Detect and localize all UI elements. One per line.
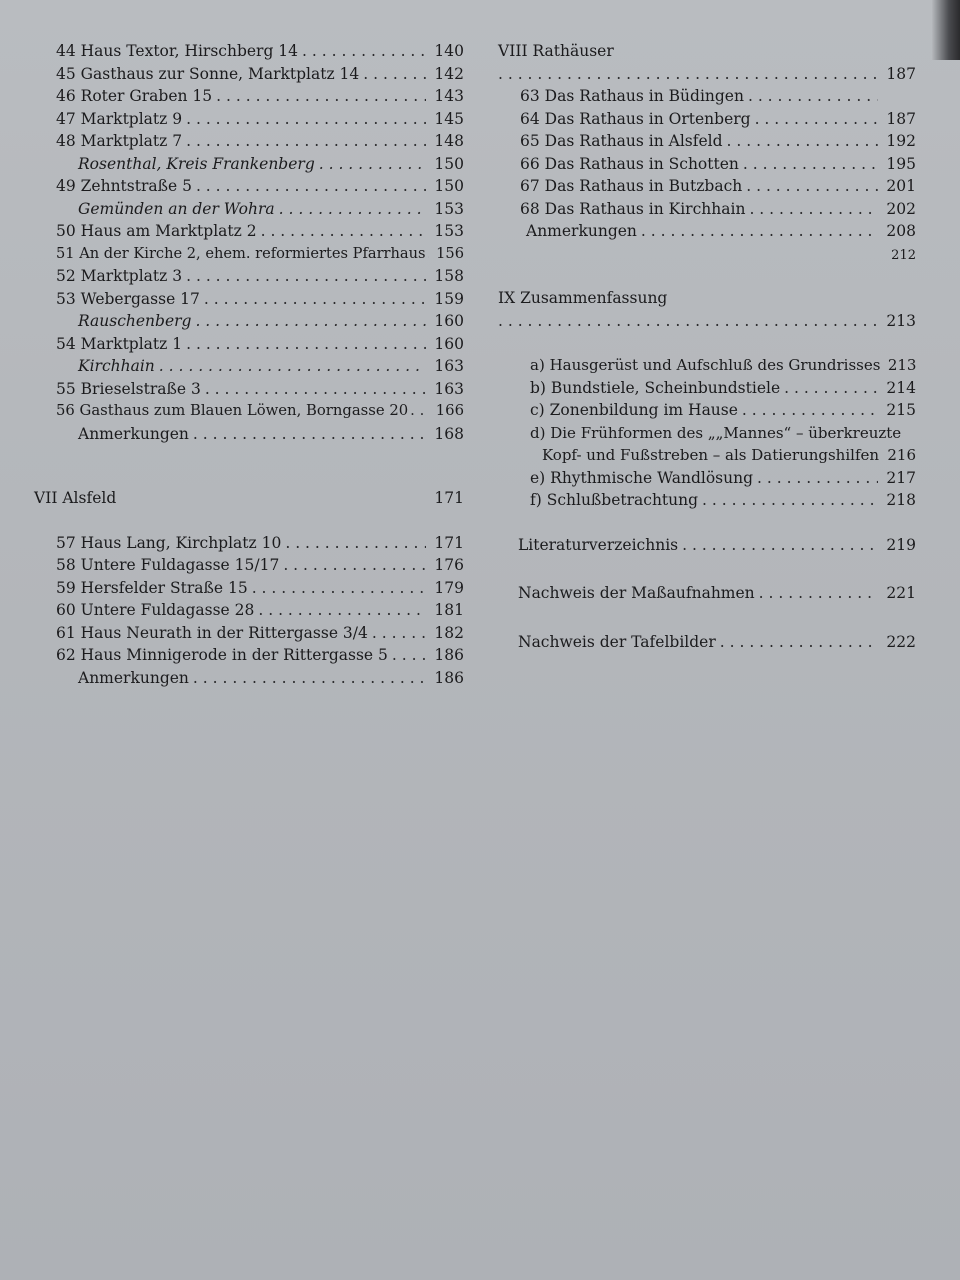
dot-leader <box>186 130 426 153</box>
dot-leader <box>319 153 426 176</box>
toc-page: 160 <box>434 334 464 353</box>
toc-label: 65 Das Rathaus in Alsfeld <box>520 132 723 150</box>
dot-leader <box>746 175 878 198</box>
toc-page: 182 <box>434 623 464 642</box>
toc-page: 186 <box>434 646 464 664</box>
dot-leader <box>702 489 878 512</box>
dot-leader <box>727 130 878 153</box>
toc-chapter-heading <box>498 287 916 310</box>
toc-page: 186 <box>434 668 464 687</box>
toc-label: 56 Gasthaus zum Blauen Löwen, Borngasse 20 <box>56 402 409 419</box>
toc-label: Gemünden an der Wohra <box>78 199 275 218</box>
dot-leader <box>748 85 878 108</box>
toc-entry <box>498 377 916 400</box>
dot-leader <box>363 63 426 86</box>
dot-leader <box>186 108 426 131</box>
toc-label: 47 Marktplatz 9 <box>56 109 183 128</box>
toc-entry <box>56 130 464 153</box>
toc-page: 145 <box>434 109 464 128</box>
toc-entry <box>56 333 464 356</box>
dot-leader <box>193 667 426 690</box>
toc-label: 68 Das Rathaus in Kirchhain <box>520 199 746 218</box>
toc-page: 212 <box>891 247 916 263</box>
toc-location <box>56 198 464 221</box>
toc-section-measurements <box>498 582 916 605</box>
toc-page: 219 <box>886 535 916 554</box>
dot-leader <box>193 423 426 446</box>
toc-page: 142 <box>434 64 464 83</box>
toc-label: 45 Gasthaus zur Sonne, Marktplatz 14 <box>56 64 360 83</box>
toc-page: 153 <box>434 222 464 240</box>
dot-leader <box>784 377 878 400</box>
toc-entry <box>56 554 464 577</box>
toc-page: 201 <box>886 177 916 195</box>
toc-right-column <box>498 40 916 653</box>
toc-label: 66 Das Rathaus in Schotten <box>520 154 739 173</box>
toc-page: 208 <box>886 222 916 240</box>
toc-page: 171 <box>434 533 464 552</box>
toc-page: 179 <box>434 578 464 597</box>
dot-leader <box>186 333 426 356</box>
dot-leader <box>682 534 878 557</box>
toc-label: 44 Haus Textor, Hirschberg 14 <box>56 42 299 60</box>
toc-label: Rosenthal, Kreis Frankenberg <box>78 154 315 173</box>
toc-page: 163 <box>434 357 464 375</box>
toc-label: 67 Das Rathaus in Butzbach <box>520 177 743 195</box>
dot-leader <box>196 175 426 198</box>
dot-leader <box>757 467 878 490</box>
dot-leader <box>279 198 426 221</box>
toc-entry <box>56 85 464 108</box>
dot-leader <box>204 288 426 311</box>
toc-extra-page-row <box>498 243 916 266</box>
toc-label: 64 Das Rathaus in Ortenberg <box>520 109 751 128</box>
toc-page: 156 <box>436 244 464 262</box>
toc-page: 213 <box>887 356 917 374</box>
toc-label: 52 Marktplatz 3 <box>56 267 183 285</box>
toc-label: 55 Brieselstraße 3 <box>56 379 201 398</box>
toc-label: f) Schlußbetrachtung <box>530 491 699 509</box>
toc-page: 215 <box>886 401 916 419</box>
toc-label: d) Die Frühformen des „„Mannes“ – überkreuzte <box>530 423 902 442</box>
toc-page: 150 <box>434 177 464 195</box>
toc-label: e) Rhythmische Wandlösung <box>530 468 754 487</box>
toc-page: 148 <box>434 132 464 150</box>
dot-leader <box>258 599 426 622</box>
toc-entry <box>498 399 916 422</box>
toc-entry <box>56 400 464 423</box>
toc-label: 62 Haus Minnigerode in der Rittergasse 5 <box>56 646 388 664</box>
dot-leader <box>159 355 426 378</box>
toc-label: 46 Roter Graben 15 <box>56 87 213 105</box>
toc-location <box>56 153 464 176</box>
dot-leader <box>410 400 428 423</box>
toc-page: 202 <box>886 199 916 218</box>
toc-location <box>56 355 464 378</box>
toc-label: 58 Untere Fuldagasse 15/17 <box>56 556 280 574</box>
toc-label: a) Hausgerüst und Aufschluß des Grundrisses <box>530 356 881 374</box>
chapter-label: VII Alsfeld <box>34 489 117 507</box>
toc-entry <box>56 40 464 63</box>
toc-label: Kopf- und Fußstreben – als Datierungshilfen <box>542 446 880 464</box>
toc-entry <box>56 288 464 311</box>
chapter-page-row <box>498 310 916 333</box>
toc-page: 159 <box>434 289 464 308</box>
dot-leader <box>216 85 426 108</box>
dot-leader <box>392 644 426 667</box>
toc-entry <box>56 243 464 266</box>
toc-entry <box>498 198 916 221</box>
dot-leader <box>252 577 426 600</box>
dot-leader <box>372 622 426 645</box>
chapter-page: 187 <box>886 64 916 83</box>
toc-page: 150 <box>434 154 464 173</box>
dot-leader <box>749 198 878 221</box>
dot-leader <box>498 310 878 333</box>
dot-leader <box>283 554 426 577</box>
dot-leader <box>195 310 426 333</box>
dot-leader <box>205 378 426 401</box>
toc-chapter-heading <box>498 40 916 63</box>
toc-section-plates <box>498 631 916 654</box>
toc-page: 216 <box>887 446 916 464</box>
chapter-label: VIII Rathäuser <box>498 42 614 60</box>
dot-leader <box>285 532 426 555</box>
toc-entry <box>56 378 464 401</box>
toc-label: 61 Haus Neurath in der Rittergasse 3/4 <box>56 623 368 642</box>
toc-entry <box>56 532 464 555</box>
toc-page: 192 <box>886 132 916 150</box>
toc-label: Anmerkungen <box>526 222 637 240</box>
toc-entry <box>498 130 916 153</box>
dot-leader <box>498 63 878 86</box>
toc-page: 217 <box>886 468 916 487</box>
toc-entry-continuation <box>498 444 916 467</box>
toc-label: 59 Hersfelder Straße 15 <box>56 578 248 597</box>
toc-entry <box>56 622 464 645</box>
toc-label: c) Zonenbildung im Hause <box>530 401 738 419</box>
toc-entry <box>498 422 916 445</box>
toc-label: 48 Marktplatz 7 <box>56 132 183 150</box>
toc-entry <box>498 467 916 490</box>
toc-notes <box>56 423 464 446</box>
toc-page: 168 <box>434 424 464 443</box>
toc-entry <box>498 489 916 512</box>
toc-entry <box>498 175 916 198</box>
dot-leader <box>720 631 878 654</box>
toc-label: 53 Webergasse 17 <box>56 289 200 308</box>
toc-entry <box>56 265 464 288</box>
chapter-page: 213 <box>886 311 916 330</box>
toc-entry <box>498 153 916 176</box>
toc-page: 143 <box>434 87 464 105</box>
chapter-label: IX Zusammenfassung <box>498 289 668 307</box>
toc-label: 51 An der Kirche 2, ehem. reformiertes Pfarrhaus <box>56 244 426 262</box>
toc-entry <box>56 175 464 198</box>
toc-label: Nachweis der Tafelbilder <box>518 632 716 651</box>
toc-entry <box>56 599 464 622</box>
dot-leader <box>743 153 878 176</box>
dot-leader <box>759 582 878 605</box>
toc-page: 176 <box>434 556 464 574</box>
toc-page: 160 <box>434 312 464 330</box>
toc-entry <box>56 577 464 600</box>
toc-label: 57 Haus Lang, Kirchplatz 10 <box>56 533 282 552</box>
toc-entry <box>56 220 464 243</box>
toc-chapter-heading <box>34 487 464 510</box>
toc-label: Anmerkungen <box>78 424 189 443</box>
toc-left-column <box>34 40 464 689</box>
toc-label: 60 Untere Fuldagasse 28 <box>56 601 255 619</box>
toc-entry <box>56 63 464 86</box>
dot-leader <box>755 108 878 131</box>
toc-page: 158 <box>434 267 464 285</box>
toc-label: Literaturverzeichnis <box>518 535 679 554</box>
dot-leader <box>742 399 878 422</box>
toc-label: 54 Marktplatz 1 <box>56 334 183 353</box>
toc-entry <box>498 354 916 377</box>
dot-leader <box>641 220 878 243</box>
toc-label: Anmerkungen <box>78 668 189 687</box>
toc-section-literature <box>498 534 916 557</box>
toc-label: Rauschenberg <box>78 312 192 330</box>
chapter-page: 171 <box>434 489 464 507</box>
dot-leader <box>186 265 426 288</box>
toc-notes <box>498 220 916 243</box>
toc-page: 195 <box>886 154 916 173</box>
dot-leader <box>261 220 426 243</box>
toc-label: Kirchhain <box>78 357 155 375</box>
toc-label: Nachweis der Maßaufnahmen <box>518 584 755 602</box>
toc-entry <box>498 85 916 108</box>
toc-location <box>56 310 464 333</box>
toc-entry <box>56 644 464 667</box>
dot-leader <box>302 40 426 63</box>
toc-page: 153 <box>434 199 464 218</box>
page-edge-shadow <box>932 0 960 60</box>
toc-notes <box>56 667 464 690</box>
chapter-page-row <box>498 63 916 86</box>
toc-page: 221 <box>886 584 916 602</box>
toc-page: 140 <box>434 42 464 60</box>
toc-page: 166 <box>435 402 464 419</box>
toc-page: 181 <box>434 601 464 619</box>
toc-label: 50 Haus am Marktplatz 2 <box>56 222 257 240</box>
toc-label: 49 Zehntstraße 5 <box>56 177 192 195</box>
toc-label: 63 Das Rathaus in Büdingen <box>520 87 744 105</box>
toc-page: 163 <box>434 379 464 398</box>
toc-page: 222 <box>886 632 916 651</box>
toc-entry <box>498 108 916 131</box>
toc-page: 214 <box>886 378 916 397</box>
toc-page: 218 <box>886 491 916 509</box>
toc-page: 187 <box>886 109 916 128</box>
toc-label: b) Bundstiele, Scheinbundstiele <box>530 378 781 397</box>
toc-entry <box>56 108 464 131</box>
